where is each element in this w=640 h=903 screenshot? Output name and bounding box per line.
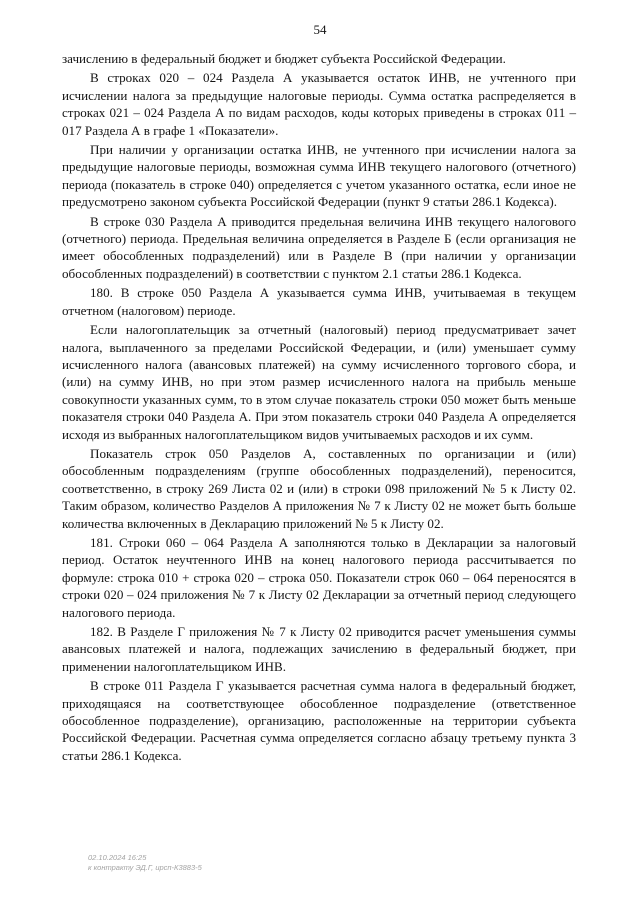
paragraph-line-030: В строке 030 Раздела А приводится предельная величина ИНВ текущего налогового (отчетного) периода. Предельная величина определяется в Разделе Б (если организация не имеет обособленных подразделений) или в Разделе В (при наличии у организации обособленных подразделений) в соответствии с пунктом 2.1 статьи 286.1 Кодекса. bbox=[62, 213, 576, 281]
paragraph-item-181: 181. Строки 060 – 064 Раздела А заполняются только в Декларации за налоговый период. Остаток неучтенного ИНВ на конец налогового периода рассчитывается по формуле: строка 010 + строка 020 – строка 050. Показатели строк 060 – 064 переносятся в строки 020 – 024 приложения № 7 к Листу 02 Декларации за отчетный период следующего налогового периода. bbox=[62, 534, 576, 620]
stamp-timestamp: 02.10.2024 16:25 bbox=[88, 853, 147, 862]
document-stamp bbox=[88, 853, 202, 873]
paragraph-line-011: В строке 011 Раздела Г указывается расчетная сумма налога в федеральный бюджет, приходящаяся на соответствующее обособленное подразделение (ответственное обособленное подразделение), организацию, расположенные на территории субъекта Российской Федерации. Расчетная сумма определяется согласно абзацу третьему пункта 3 статьи 286.1 Кодекса. bbox=[62, 678, 576, 763]
paragraph-lines-020-024: В строках 020 – 024 Раздела А указывается остаток ИНВ, не учтенного при исчислении налога за предыдущие налоговые периоды. Сумма остатка распределяется в строках 021 – 024 Раздела А по видам расходов, коды которых приведены в строках 011 – 017 Раздела А в графе 1 «Показатели». bbox=[62, 70, 576, 138]
stamp-reference: к контракту ЭД.Г, ирсп-К3883-5 bbox=[88, 863, 202, 872]
document-body bbox=[62, 50, 576, 766]
paragraph-item-182: 182. В Разделе Г приложения № 7 к Листу 02 приводится расчет уменьшения суммы авансовых платежей и налога, подлежащих зачислению в федеральный бюджет, при применении налогоплательщиком ИНВ. bbox=[62, 624, 576, 674]
paragraph-line-050-transfer: Показатель строк 050 Разделов А, составленных по организации и (или) обособленным подразделениям (группе обособленных подразделений), переносится, соответственно, в строку 269 Листа 02 и (или) в строки 098 приложений № 5 к Листу 02. Таким образом, количество Разделов А приложения № 7 к Листу 02 не может быть больше количества включенных в Декларацию приложений № 5 к Листу 02. bbox=[62, 445, 576, 531]
page-number: 54 bbox=[313, 22, 327, 37]
paragraph-continuation: зачислению в федеральный бюджет и бюджет субъекта Российской Федерации. bbox=[62, 51, 506, 66]
paragraph-tax-offset: Если налогоплательщик за отчетный (налоговый) период предусматривает зачет налога, выплаченного за пределами Российской Федерации, и (или) уменьшает сумму исчисленного налога (авансовых платежей) на сумму исчисленного торгового сбора, и (или) на сумму ИНВ, но при этом размер исчисленного налога на прибыль меньше совокупности указанных сумм, то в этом случае показатель строки 050 может быть меньше показателя строки 040 Раздела А. При этом показатель строки 040 Раздела А определяется исходя из выбранных налогоплательщиком видов учитываемых расходов и их сумм. bbox=[62, 322, 576, 442]
paragraph-remaining-inv: При наличии у организации остатка ИНВ, не учтенного при исчислении налога за предыдущие налоговые периоды, возможная сумма ИНВ текущего налогового (отчетного) периода (показатель в строке 040) определяется с учетом указанного остатка, если иное не предусмотрено законом субъекта Российской Федерации (пункт 9 статьи 286.1 Кодекса). bbox=[62, 142, 576, 210]
paragraph-item-180: 180. В строке 050 Раздела А указывается сумма ИНВ, учитываемая в текущем отчетном (налоговом) периоде. bbox=[62, 285, 576, 318]
